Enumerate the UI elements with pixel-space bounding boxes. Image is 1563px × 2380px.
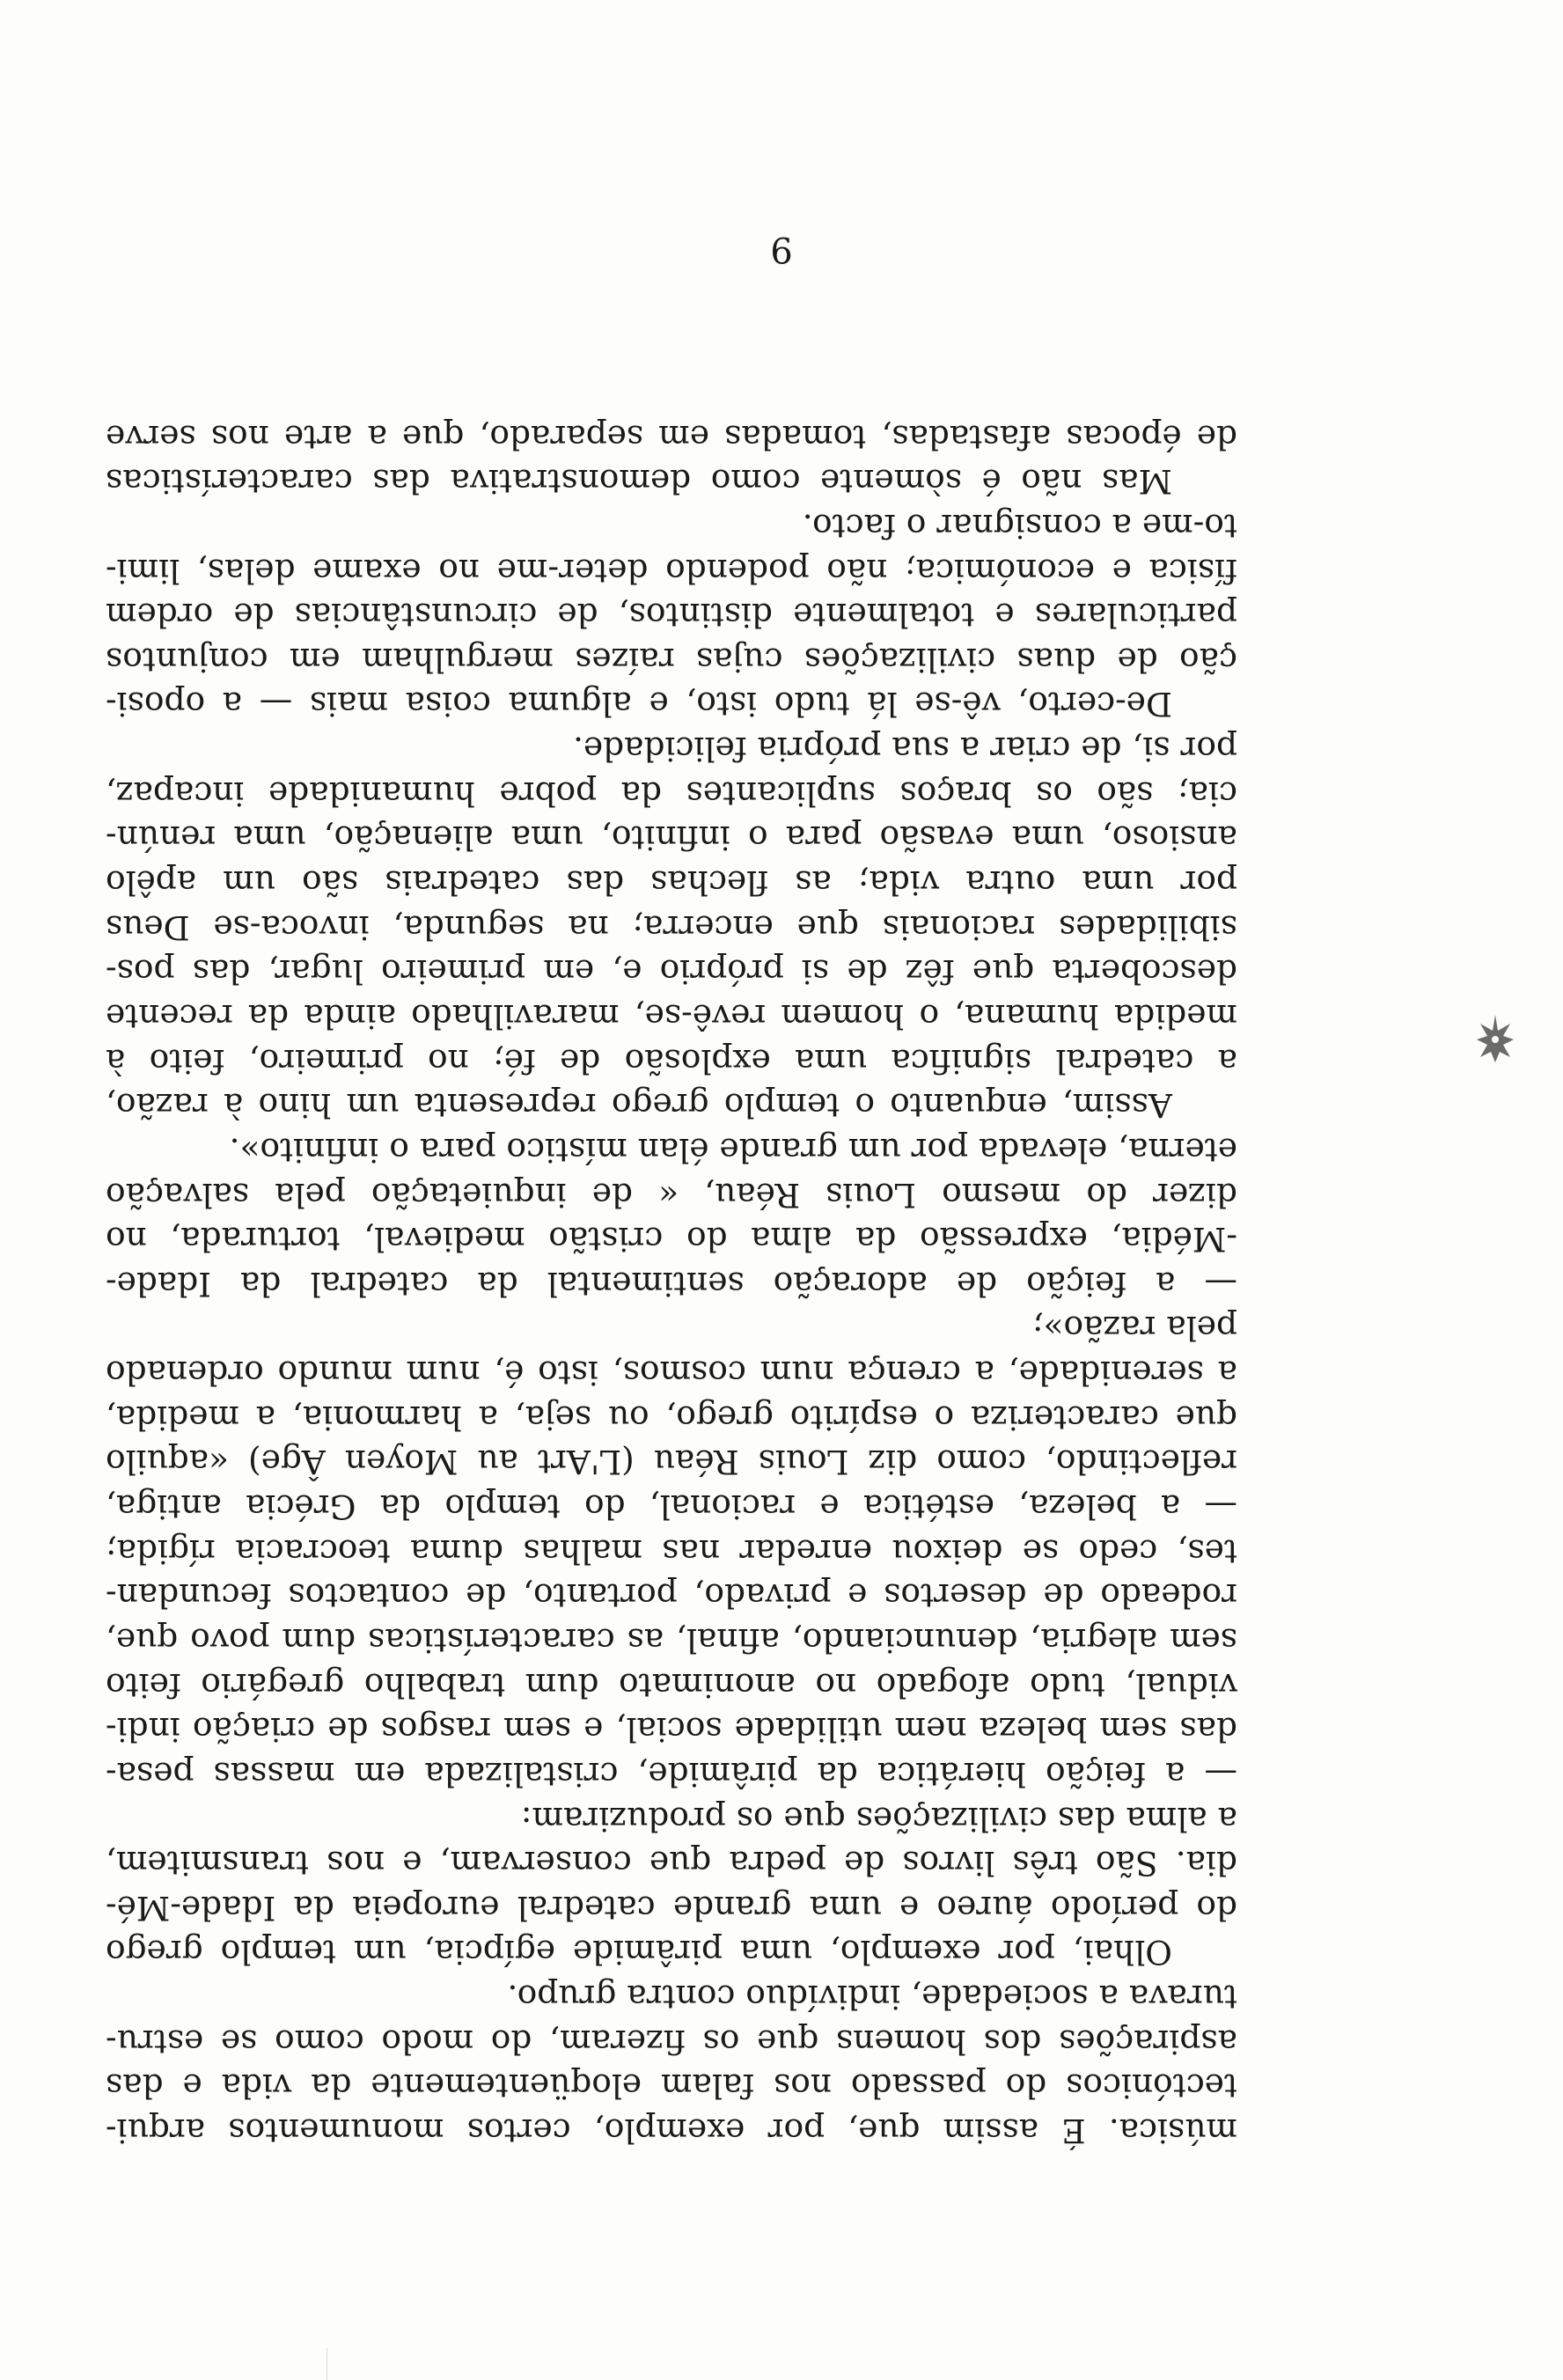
text-line: -Média, expressão da alma do cristão medieval, torturada, no xyxy=(106,1220,1237,1260)
list-item-start-line: — a beleza, estética e racional, do templo da Grécia antiga, xyxy=(106,1488,1237,1527)
text-line: do período áureo e uma grande catedral europeia da Idade-Mé- xyxy=(106,1888,1237,1928)
text-line: sibilidades racionais que encerra; na segunda, invoca-se Deus xyxy=(106,907,1237,947)
text-line: tes, cedo se deixou enredar nas malhas duma teocracia rígida; xyxy=(106,1532,1237,1571)
text-line: a catedral significa uma explosão de fé; no primeiro, feito à xyxy=(106,1041,1237,1081)
list-item-start-line: — a feição hierática da pirâmide, cristalizada em massas pesa- xyxy=(106,1754,1237,1794)
text-line: dia. São três livros de pedra que conservam, e nos transmitem, xyxy=(106,1844,1237,1884)
text-line: turava a sociedade, indivíduo contra grupo. xyxy=(507,1978,1237,2017)
text-line: pela razão»; xyxy=(1031,1309,1237,1348)
text-line: rodeado de desertos e privado, portanto, de contactos fecundan- xyxy=(106,1576,1237,1616)
list-item-start-line: — a feição de adoração sentimental da catedral da Idade- xyxy=(106,1264,1237,1304)
text-line: reflectindo, como diz Louis Réau (L'Art au Moyen Âge) «aquilo xyxy=(106,1443,1237,1482)
paragraph-start-line: Olhai, por exemplo, uma pirâmide egípcia, um templo grego xyxy=(106,1933,1172,1972)
page-number: 9 xyxy=(770,229,793,269)
text-line: cia; são os braços suplicantes da pobre humanidade incapaz, xyxy=(106,774,1237,813)
text-line: particulares e totalmente distintos, de circunstâncias de ordem xyxy=(106,596,1237,635)
text-line: medida humana, o homem revê-se, maravilhado ainda da recente xyxy=(106,996,1237,1036)
text-line: física e económica; não podendo deter-me no exame delas, limi- xyxy=(106,551,1237,591)
text-line: to-me a consignar o facto. xyxy=(802,506,1237,546)
text-line: aspirações dos homens que os fizeram, do modo como se estru- xyxy=(106,2022,1237,2061)
text-line: vidual, tudo afogado no anonimato dum trabalho gregário feito xyxy=(106,1665,1237,1705)
text-line: ansioso, uma evasão para o infinito, uma alienação, uma renún- xyxy=(106,819,1237,858)
text-line: música. É assim que, por exemplo, certos monumentos arqui- xyxy=(106,2112,1237,2150)
paragraph-start-line: Mas não é sòmente como demonstrativa das características xyxy=(106,462,1172,502)
body-text xyxy=(106,415,1237,2153)
text-line: das sem beleza nem utilidade social, e sem rasgos de criação indi- xyxy=(106,1710,1237,1750)
text-line: descoberta que fêz de si próprio e, em primeiro lugar, das pos- xyxy=(106,952,1237,992)
text-line: que caracteriza o espírito grego, ou seja, a harmonia, a medida, xyxy=(106,1398,1237,1437)
text-line: sem alegria, denunciando, afinal, as características dum povo que, xyxy=(106,1620,1237,1660)
paragraph-start-line: Assim, enquanto o templo grego representa um hino à razão, xyxy=(106,1086,1172,1126)
text-line: dizer do mesmo Louis Réau, « de inquietação pela salvação xyxy=(106,1175,1237,1215)
text-line: por si, de criar a sua própria felicidade. xyxy=(573,730,1237,769)
ink-mark-icon xyxy=(1473,1011,1517,1066)
text-line: eterna, elevada por um grande élan místico para o infinito». xyxy=(229,1130,1237,1170)
text-line: ção de duas civilizações cujas raízes mergulham em conjuntos xyxy=(106,640,1237,679)
text-line: por uma outra vida; as flechas das catedrais são um apêlo xyxy=(106,863,1237,903)
paragraph-start-line: De-certo, vê-se lá tudo isto, e alguma coisa mais — a oposi- xyxy=(106,685,1172,724)
text-line: tectónicos do passado nos falam eloqüentemente da vida e das xyxy=(106,2067,1237,2106)
text-line: a serenidade, a crença num cosmos, isto é, num mundo ordenado xyxy=(106,1354,1237,1393)
text-line: de épocas afastadas, tomadas em separado, que a arte nos serve xyxy=(106,417,1237,457)
text-line: a alma das civilizações que os produziram: xyxy=(520,1799,1237,1839)
